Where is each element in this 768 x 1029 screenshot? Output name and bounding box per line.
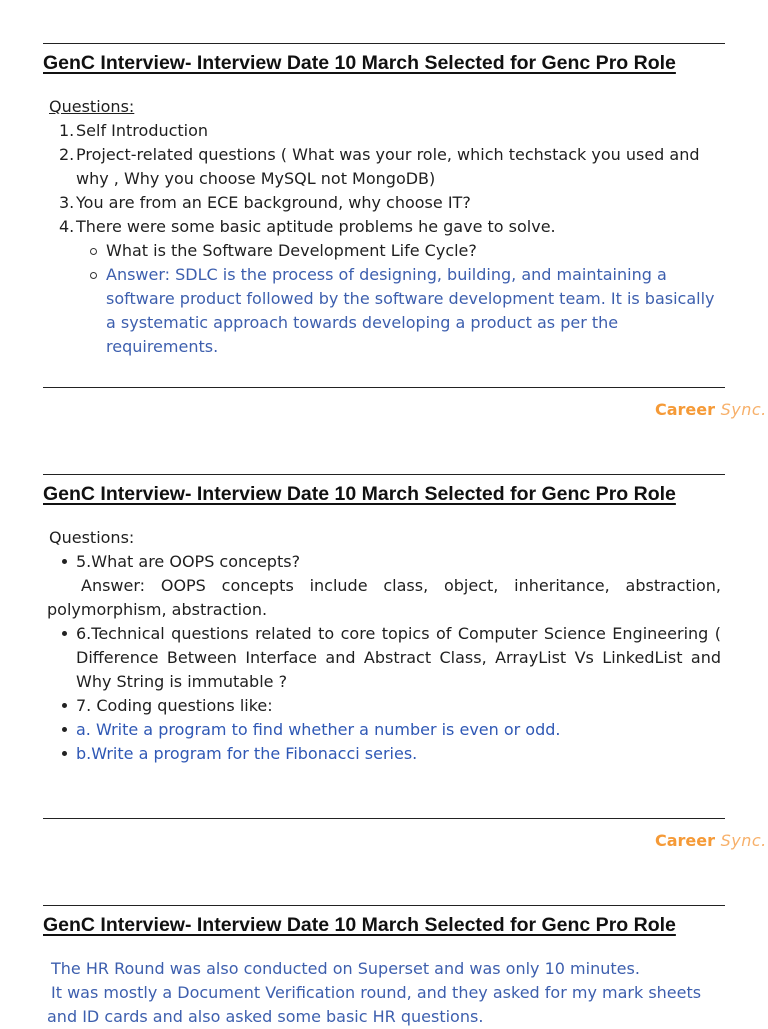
- hr-paragraph-2: It was mostly a Document Verification round, and they asked for my mark sheets and ID cards and also asked some basic HR questions.: [47, 983, 702, 1026]
- bottom-rule-1: [43, 387, 725, 388]
- list-item: 6.Technical questions related to core topics of Computer Science Engineering ( Difference Between Interface and Abstract Class, ArrayList Vs LinkedList and Why String is immutable ?: [76, 622, 721, 694]
- coding-question-a: a. Write a program to find whether a number is even or odd.: [76, 718, 721, 742]
- coding-question-b: b.Write a program for the Fibonacci series.: [76, 742, 721, 766]
- sub-item-answer: Answer: SDLC is the process of designing, building, and maintaining a software product followed by the software development team. It is basically a systematic approach towards developing a product as per the requirements.: [106, 263, 723, 359]
- page-title-2: GenC Interview- Interview Date 10 March Selected for Genc Pro Role: [43, 483, 676, 505]
- hr-paragraph-1: The HR Round was also conducted on Superset and was only 10 minutes.: [51, 959, 640, 978]
- list-item: 5.What are OOPS concepts?: [76, 550, 721, 574]
- page-title-3: GenC Interview- Interview Date 10 March Selected for Genc Pro Role: [43, 914, 676, 936]
- list-item: 7. Coding questions like:: [76, 694, 721, 718]
- top-rule-1: [43, 43, 725, 44]
- list-item: 3. You are from an ECE background, why choose IT?: [59, 193, 471, 212]
- question-list-2a: [43, 550, 721, 574]
- question-list-2b: [43, 622, 721, 766]
- list-item: 1. Self Introduction: [59, 121, 209, 140]
- top-rule-2: [43, 474, 725, 475]
- questions-label-2: Questions:: [49, 528, 135, 547]
- section-3: [47, 957, 725, 1029]
- answer-oops: Answer: OOPS concepts include class, object, inheritance, abstraction, polymorphism, abstraction.: [47, 576, 721, 619]
- sub-item-question: What is the Software Development Life Cycle?: [106, 239, 723, 263]
- career-sync-logo: Career Sync.: [655, 831, 767, 850]
- list-item: 4. There were some basic aptitude problems he gave to solve. What is the Software Development Life Cycle? Answer: SDLC is the process of designing, building, and maintaining a software product followed by the software development team. It is basically a systematic approach towards developing a product as per the requirements.: [76, 215, 723, 359]
- top-rule-3: [43, 905, 725, 906]
- section-2: [43, 526, 721, 766]
- career-sync-logo: Career Sync.: [655, 400, 767, 419]
- section-1: [43, 95, 723, 359]
- question-list-1: [43, 119, 723, 359]
- bottom-rule-2: [43, 818, 725, 819]
- sub-list: [76, 239, 723, 359]
- page-title-1: GenC Interview- Interview Date 10 March Selected for Genc Pro Role: [43, 52, 676, 74]
- questions-label-1: Questions:: [49, 97, 135, 116]
- list-item: 2. Project-related questions ( What was your role, which techstack you used and why , Why you choose MySQL not MongoDB): [59, 145, 700, 188]
